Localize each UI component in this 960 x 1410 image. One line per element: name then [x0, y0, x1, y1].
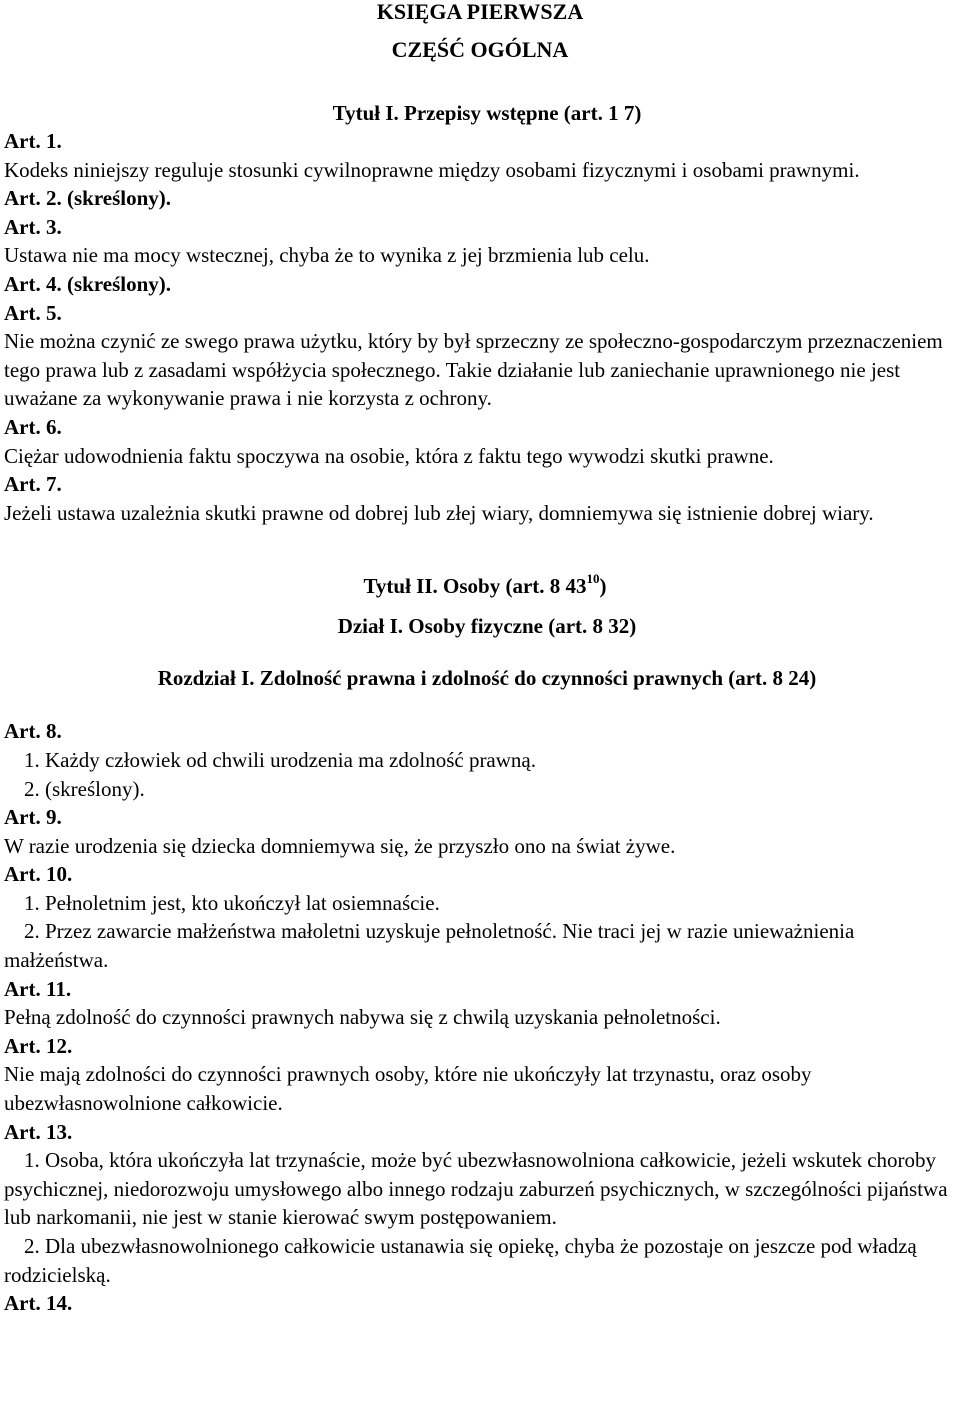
article-text: Ciężar udowodnienia faktu spoczywa na osobie, która z faktu tego wywodzi skutki prawne. — [4, 443, 774, 468]
article-paragraph — [4, 917, 956, 974]
article-4 — [4, 270, 956, 299]
article-label: Art. 3. — [4, 214, 62, 239]
article-7 — [4, 470, 956, 527]
article-text: Kodeks niniejszy reguluje stosunki cywilnoprawne między osobami fizycznymi i osobami prawnymi. — [4, 157, 860, 182]
article-paragraph-text: 1. Osoba, która ukończyła lat trzynaście, może być ubezwłasnowolniona całkowicie, jeżeli wskutek choroby psychicznej, niedorozwoju umysłowego albo innego rodzaju zaburzeń psychicznych, w szczególności pijaństwa lub narkomanii, nie jest w stanie kierować swym postępowaniem. — [4, 1148, 948, 1230]
article-1 — [4, 127, 956, 184]
article-text: Jeżeli ustawa uzależnia skutki prawne od dobrej lub złej wiary, domniemywa się istnienie dobrej wiary. — [4, 500, 874, 525]
article-5 — [4, 299, 956, 413]
article-label: Art. 10. — [4, 862, 73, 887]
article-8 — [4, 717, 956, 803]
book-heading: KSIĘGA PIERWSZA — [376, 0, 584, 24]
article-12 — [4, 1032, 956, 1118]
part-heading: CZĘŚĆ OGÓLNA — [391, 37, 569, 62]
article-label: Art. 9. — [4, 805, 62, 830]
title-2-superscript: 10 — [586, 571, 600, 587]
article-label: Art. 14. — [4, 1291, 73, 1316]
article-label: Art. 4. (skreślony). — [4, 271, 172, 296]
spacer — [4, 527, 956, 571]
article-9 — [4, 803, 956, 860]
article-paragraph-text: 2. Dla ubezwłasnowolnionego całkowicie ustanawia się opiekę, chyba że pozostaje on jeszcze pod władzą rodzicielską. — [4, 1234, 917, 1287]
article-label: Art. 11. — [4, 976, 72, 1001]
article-label: Art. 8. — [4, 719, 62, 744]
article-paragraph — [4, 1146, 956, 1232]
article-label: Art. 2. (skreślony). — [4, 186, 172, 211]
article-14 — [4, 1289, 956, 1318]
chapter-heading: Rozdział I. Zdolność prawna i zdolność do czynności prawnych (art. 8 24) — [157, 666, 817, 691]
title-1-heading: Tytuł I. Przepisy wstępne (art. 1 7) — [332, 101, 642, 125]
title-2-end: ) — [599, 574, 607, 599]
article-label: Art. 6. — [4, 414, 62, 439]
article-text: Ustawa nie ma mocy wstecznej, chyba że to wynika z jej brzmienia lub celu. — [4, 243, 650, 268]
article-10 — [4, 860, 956, 974]
division-heading: Dział I. Osoby fizyczne (art. 8 32) — [337, 614, 637, 639]
title-2-heading — [4, 571, 956, 601]
article-label: Art. 5. — [4, 300, 62, 325]
article-paragraph — [4, 1232, 956, 1289]
article-6 — [4, 413, 956, 470]
article-3 — [4, 213, 956, 270]
article-label: Art. 1. — [4, 129, 62, 153]
article-paragraph: 2. (skreślony). — [24, 776, 145, 801]
title-2-main: Tytuł II. Osoby (art. 8 43 — [363, 574, 587, 599]
article-label: Art. 12. — [4, 1033, 73, 1058]
article-2 — [4, 184, 956, 213]
article-paragraph: 1. Pełnoletnim jest, kto ukończył lat osiemnaście. — [24, 890, 440, 915]
article-text: Nie mają zdolności do czynności prawnych osoby, które nie ukończyły lat trzynastu, oraz osoby ubezwłasnowolnione całkowicie. — [4, 1062, 812, 1116]
article-label: Art. 7. — [4, 472, 62, 497]
article-text: Pełną zdolność do czynności prawnych nabywa się z chwilą uzyskania pełnoletności. — [4, 1005, 721, 1030]
article-text: W razie urodzenia się dziecka domniemywa się, że przyszło ono na świat żywe. — [4, 833, 676, 858]
article-paragraph: 1. Każdy człowiek od chwili urodzenia ma zdolność prawną. — [24, 747, 536, 772]
article-11 — [4, 975, 956, 1032]
article-paragraph-text: 2. Przez zawarcie małżeństwa małoletni uzyskuje pełnoletność. Nie traci jej w razie unieważnienia małżeństwa. — [4, 919, 855, 973]
article-text: Nie można czynić ze swego prawa użytku, który by był sprzeczny ze społeczno-gospodarczym przeznaczeniem tego prawa lub z zasadami współżycia społecznego. Takie działanie lub zaniechanie uprawnionego nie jest uważane za wykonywanie prawa i nie korzysta z ochrony. — [4, 329, 943, 411]
article-13 — [4, 1118, 956, 1290]
article-label: Art. 13. — [4, 1119, 73, 1144]
document-page — [4, 0, 956, 1318]
